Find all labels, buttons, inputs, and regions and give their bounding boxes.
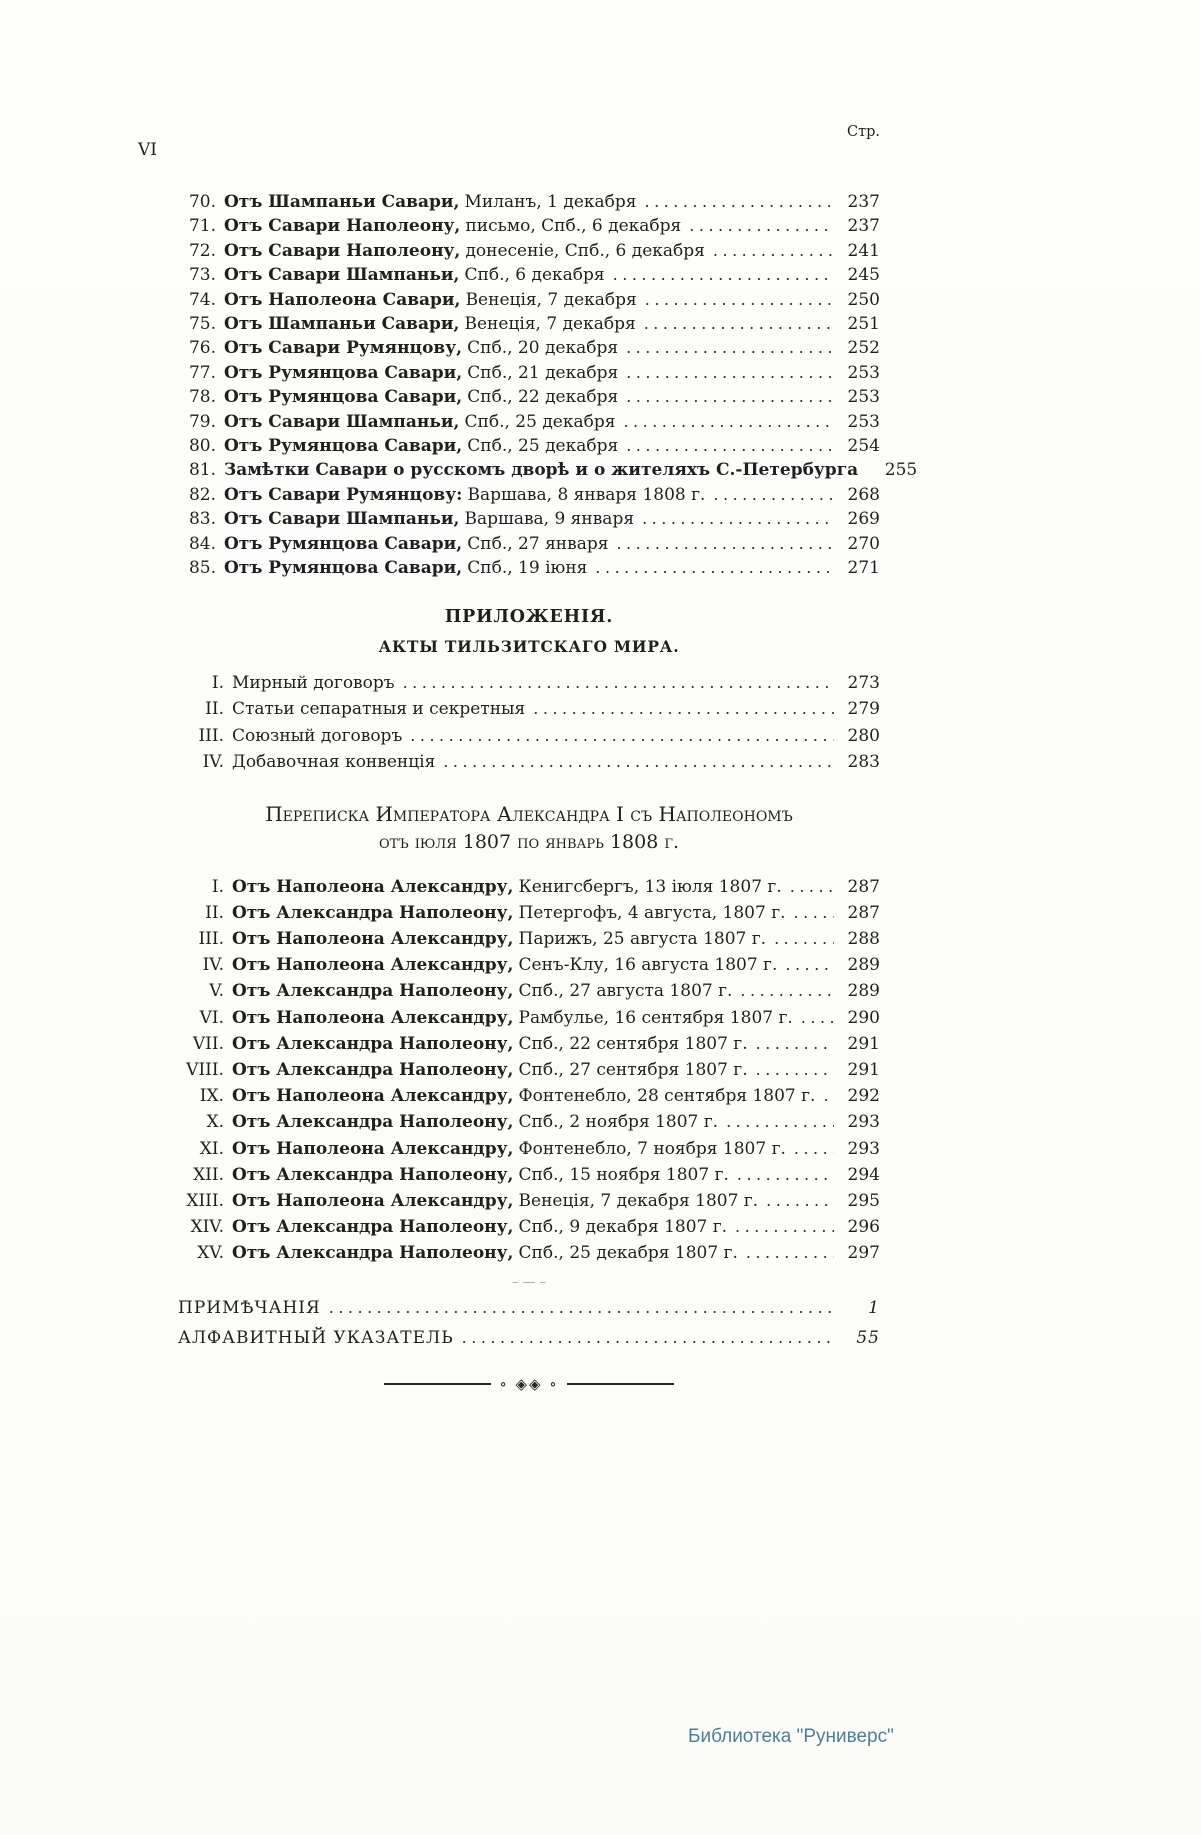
entry-title-rest: Спб., 27 августа 1807 г.	[518, 981, 733, 1002]
entry-title	[232, 1136, 786, 1162]
entry-page-number: 292	[847, 1086, 880, 1107]
toc-entry	[178, 336, 880, 360]
entry-title-rest: Спб., 22 сентября 1807 г.	[518, 1033, 748, 1054]
entry-page-number: 251	[847, 314, 880, 335]
toc-entry	[178, 190, 880, 214]
entry-title	[232, 749, 435, 776]
entry-title	[224, 361, 618, 385]
entry-title-bold: Отъ Румянцова Савари,	[224, 436, 463, 457]
leader-dots	[746, 1240, 834, 1266]
entry-number: 82.	[188, 484, 216, 505]
entry-page-number: 55	[856, 1327, 880, 1348]
entry-number: IV.	[202, 955, 224, 976]
leader-dots	[756, 1031, 834, 1057]
entry-title-bold: Отъ Савари Румянцову,	[224, 338, 463, 359]
entry-title-bold: Отъ Александра Наполеону,	[232, 1059, 514, 1080]
entry-page-number: 289	[847, 981, 880, 1002]
toc-entry	[178, 434, 880, 458]
entry-title	[232, 1031, 748, 1057]
toc-entry	[178, 1109, 880, 1135]
entry-number: II.	[205, 902, 224, 923]
entry-title-rest: Фонтенебло, 28 сентября 1807 г.	[518, 1086, 816, 1107]
entry-title-rest: Спб., 25 декабря	[467, 436, 619, 457]
entry-title-bold: Отъ Савари Шампаньи,	[224, 509, 460, 530]
toc-entry	[178, 263, 880, 287]
entry-page-number: 255	[884, 460, 918, 481]
toc-entry	[178, 361, 880, 385]
toc-entry	[178, 458, 918, 482]
entry-number: 78.	[188, 387, 216, 408]
toc-entry	[178, 1323, 880, 1353]
entry-number: 77.	[188, 362, 216, 383]
entry-title	[232, 1083, 815, 1109]
leader-dots	[443, 749, 834, 776]
entry-title-bold: Отъ Шампаньи Савари,	[224, 314, 460, 335]
entry-title	[178, 1293, 321, 1323]
entry-title-rest: Спб., 27 января	[467, 533, 609, 554]
entry-title-bold: Отъ Наполеона Александру,	[232, 928, 514, 949]
toc-entry	[178, 1240, 880, 1266]
toc-main-list	[178, 190, 918, 581]
entry-title	[232, 696, 525, 723]
table-of-contents	[178, 190, 918, 1393]
entry-title	[232, 926, 766, 952]
entry-page-number: 280	[847, 725, 880, 746]
entry-title-bold: Отъ Румянцова Савари,	[224, 558, 463, 579]
entry-title-bold: Отъ Наполеона Савари,	[224, 289, 461, 310]
entry-number: X.	[206, 1112, 224, 1133]
entry-title	[232, 952, 777, 978]
leader-dots	[801, 1005, 834, 1031]
correspondence-heading-line1: Переписка Императора Александра I съ Наполеономъ	[265, 801, 793, 826]
toc-entry	[178, 532, 880, 556]
leader-dots	[735, 1214, 834, 1240]
entry-title-rest: Спб., 25 декабря	[464, 411, 616, 432]
entry-title-bold: Отъ Шампаньи Савари,	[224, 192, 460, 212]
correspondence-heading-line2: отъ іюля 1807 по январь 1808 г.	[379, 830, 679, 853]
entry-title	[224, 263, 605, 287]
entry-title-bold: Отъ Наполеона Александру,	[232, 1007, 514, 1028]
leader-dots	[644, 312, 834, 336]
entry-title-bold: Отъ Румянцова Савари,	[224, 387, 463, 408]
toc-entry	[178, 1083, 880, 1109]
appendix-subheading: АКТЫ ТИЛЬЗИТСКАГО МИРА.	[378, 636, 680, 656]
entry-page-number: 293	[847, 1138, 880, 1159]
entry-page-number: 296	[847, 1217, 880, 1238]
entry-page-number: 291	[847, 1033, 880, 1054]
entry-number: VII.	[192, 1033, 224, 1054]
entry-number: 70.	[188, 192, 216, 212]
entry-number: IV.	[202, 752, 224, 772]
entry-title	[232, 1005, 793, 1031]
entry-number: 80.	[188, 436, 216, 457]
entry-page-number: 245	[847, 265, 880, 286]
entry-page-number: 287	[847, 876, 880, 897]
toc-entry	[178, 952, 880, 978]
toc-entry	[178, 723, 880, 750]
entry-title	[232, 1188, 758, 1214]
entry-page-number: 253	[847, 387, 880, 408]
entry-title	[224, 507, 634, 531]
entry-title-bold: Отъ Наполеона Александру,	[232, 876, 514, 897]
leader-dots	[644, 190, 834, 214]
entry-title-bold: Отъ Савари Наполеону,	[224, 240, 461, 261]
entry-number: 84.	[188, 533, 216, 554]
toc-entry	[178, 1005, 880, 1031]
entry-page-number: 253	[847, 411, 880, 432]
entry-title	[224, 190, 636, 214]
entry-page-number: 297	[847, 1243, 880, 1264]
entry-title	[232, 1109, 718, 1135]
entry-title-bold: Отъ Наполеона Александру,	[232, 1190, 514, 1211]
toc-entry	[178, 556, 880, 580]
leader-dots	[410, 723, 834, 750]
entry-title-bold: Отъ Александра Наполеону,	[232, 981, 514, 1002]
leader-dots	[626, 385, 834, 409]
entry-title	[232, 1240, 738, 1266]
entry-title	[232, 1214, 727, 1240]
entry-title-rest: Кенигсбергъ, 13 іюля 1807 г.	[518, 876, 782, 897]
entry-title-rest: Спб., 25 декабря 1807 г.	[518, 1243, 738, 1264]
entry-number: XII.	[193, 1164, 224, 1185]
entry-number: V.	[209, 981, 224, 1002]
entry-number: 73.	[188, 265, 216, 286]
leader-dots	[595, 556, 834, 580]
leader-dots	[774, 926, 834, 952]
entry-number: XIV.	[190, 1217, 224, 1238]
entry-page-number: 291	[847, 1059, 880, 1080]
entry-title	[232, 978, 732, 1004]
entry-page-number: 253	[847, 362, 880, 383]
toc-entry	[178, 483, 880, 507]
entry-number: 72.	[188, 240, 216, 261]
toc-entry	[178, 900, 880, 926]
entry-title-rest: Рамбулье, 16 сентября 1807 г.	[518, 1007, 793, 1028]
entry-title-bold: Отъ Наполеона Александру,	[232, 955, 514, 976]
entry-number: IX.	[199, 1086, 224, 1107]
entry-page-number: 288	[847, 928, 880, 949]
toc-entry	[178, 1057, 880, 1083]
entry-title-rest: Варшава, 9 января	[464, 509, 635, 530]
toc-entry	[178, 214, 880, 238]
toc-entry	[178, 696, 880, 723]
leader-dots	[737, 1162, 834, 1188]
leader-dots	[623, 410, 834, 434]
leader-dots	[613, 263, 834, 287]
leader-dots	[626, 361, 834, 385]
entry-page-number: 295	[847, 1190, 880, 1211]
entry-number: 76.	[188, 338, 216, 359]
entry-title-rest: Парижъ, 25 августа 1807 г.	[518, 928, 767, 949]
ornament-line-left	[384, 1383, 491, 1385]
leader-dots	[794, 1136, 834, 1162]
entry-title-rest: Венеція, 7 декабря	[464, 314, 636, 335]
leader-dots	[533, 696, 834, 723]
entry-title-rest: донесеніе, Спб., 6 декабря	[465, 240, 705, 261]
appendix-heading: ПРИЛОЖЕНІЯ.	[444, 606, 614, 627]
entry-number: I.	[211, 672, 224, 693]
leader-dots	[823, 1083, 834, 1109]
page-folio-number: VI	[138, 140, 157, 160]
toc-entry	[178, 1031, 880, 1057]
entry-number: 71.	[188, 216, 216, 237]
entry-title-rest: Мирный договоръ	[232, 672, 395, 693]
page-column-header: Стр.	[846, 124, 880, 140]
entry-title-bold: Отъ Наполеона Александру,	[232, 1138, 514, 1159]
leader-dots	[713, 239, 834, 263]
entry-title	[178, 1323, 454, 1353]
leader-dots	[616, 532, 834, 556]
entry-page-number: 279	[847, 699, 880, 719]
entry-title-bold: Отъ Румянцова Савари,	[224, 362, 463, 383]
entry-page-number: 237	[847, 216, 880, 237]
leader-dots	[689, 214, 834, 238]
leader-dots	[329, 1293, 834, 1323]
entry-title-rest: Спб., 20 декабря	[467, 338, 619, 359]
entry-title	[224, 556, 587, 580]
entry-title	[232, 1162, 729, 1188]
entry-title	[224, 336, 618, 360]
entry-number: XV.	[197, 1243, 224, 1264]
leader-dots	[642, 507, 834, 531]
entry-title-bold: Отъ Наполеона Александру,	[232, 1086, 514, 1107]
entry-title-rest: Спб., 15 ноября 1807 г.	[518, 1164, 729, 1185]
entry-number: 74.	[188, 289, 216, 310]
entry-page-number: 290	[847, 1007, 880, 1028]
entry-page-number: 237	[847, 192, 880, 212]
entry-title-rest: Спб., 9 декабря 1807 г.	[518, 1217, 728, 1238]
toc-entry	[178, 670, 880, 697]
entry-title-bold: Отъ Савари Румянцову:	[224, 484, 463, 505]
toc-entry	[178, 926, 880, 952]
entry-page-number: 294	[847, 1164, 880, 1185]
entry-title-bold: Отъ Александра Наполеону,	[232, 902, 514, 923]
leader-dots	[626, 434, 834, 458]
entry-title-bold: Отъ Александра Наполеону,	[232, 1243, 514, 1264]
toc-footer-list	[178, 1293, 880, 1353]
entry-title	[224, 385, 618, 409]
entry-page-number: 241	[847, 240, 880, 261]
leader-dots	[645, 288, 834, 312]
leader-dots	[713, 483, 834, 507]
library-watermark: Библиотека "Руниверс"	[688, 1726, 894, 1747]
leader-dots	[403, 670, 834, 697]
entry-number: VIII.	[186, 1059, 224, 1080]
entry-title	[224, 483, 705, 507]
entry-title	[232, 874, 782, 900]
entry-page-number: 268	[847, 484, 880, 505]
entry-number: I.	[211, 876, 224, 897]
entry-title	[232, 723, 402, 750]
toc-entry	[178, 410, 880, 434]
entry-page-number: 252	[847, 338, 880, 359]
entry-number: III.	[198, 725, 224, 746]
entry-title-bold: Отъ Савари Шампаньи,	[224, 265, 460, 286]
entry-title-rest: Спб., 6 декабря	[464, 265, 605, 286]
entry-page-number: 1	[868, 1297, 880, 1318]
entry-title	[224, 532, 608, 556]
entry-number: XIII.	[186, 1190, 224, 1211]
entry-title-bold: Отъ Александра Наполеону,	[232, 1164, 514, 1185]
leader-dots	[766, 1188, 834, 1214]
entry-title-rest: Фонтенебло, 7 ноября 1807 г.	[518, 1138, 786, 1159]
entry-title	[224, 458, 863, 482]
entry-title-bold: Отъ Александра Наполеону,	[232, 1112, 514, 1133]
entry-title-bold: Отъ Савари Шампаньи,	[224, 411, 460, 432]
entry-page-number: 289	[847, 955, 880, 976]
entry-title	[224, 239, 705, 263]
entry-title	[224, 214, 681, 238]
toc-entry	[178, 874, 880, 900]
toc-entry	[178, 1214, 880, 1240]
entry-title-rest: Спб., 22 декабря	[467, 387, 619, 408]
leader-dots	[726, 1109, 834, 1135]
entry-page-number: 270	[847, 533, 880, 554]
entry-title	[232, 670, 395, 697]
correspondence-heading	[178, 800, 880, 856]
toc-correspondence-list	[178, 874, 880, 1267]
entry-title-rest: Спб., 19 іюня	[467, 558, 588, 579]
toc-entry	[178, 385, 880, 409]
entry-number: 81.	[188, 460, 216, 481]
entry-number: XI.	[199, 1138, 224, 1159]
leader-dots	[626, 336, 834, 360]
ornament-line-right	[567, 1383, 674, 1385]
divider-ornament	[384, 1375, 674, 1393]
faint-separator-marks: – — –	[511, 1274, 547, 1290]
entry-number: 75.	[188, 314, 216, 335]
toc-entry	[178, 1188, 880, 1214]
entry-title-rest: ПРИМѢЧАНІЯ	[178, 1297, 321, 1318]
toc-entry	[178, 1136, 880, 1162]
toc-entry	[178, 1162, 880, 1188]
entry-page-number: 293	[847, 1112, 880, 1133]
leader-dots	[790, 874, 834, 900]
entry-number: II.	[205, 699, 224, 719]
toc-appendix-list	[178, 670, 880, 776]
entry-title-rest: Союзный договоръ	[232, 725, 403, 746]
entry-number: 79.	[188, 411, 216, 432]
entry-page-number: 271	[847, 558, 880, 579]
entry-number: III.	[198, 928, 224, 949]
entry-title-rest: Спб., 27 сентября 1807 г.	[518, 1059, 748, 1080]
leader-dots	[740, 978, 834, 1004]
entry-title-rest: АЛФАВИТНЫЙ УКАЗАТЕЛЬ	[178, 1327, 454, 1348]
entry-title-rest: письмо, Спб., 6 декабря	[465, 216, 682, 237]
entry-number: VI.	[199, 1007, 224, 1028]
entry-title	[224, 434, 618, 458]
toc-entry	[178, 1293, 880, 1323]
entry-title	[224, 312, 636, 336]
leader-dots	[462, 1323, 834, 1353]
entry-title-bold: Отъ Александра Наполеону,	[232, 1217, 514, 1238]
entry-title-rest: Добавочная конвенція	[232, 752, 436, 772]
leader-dots	[785, 952, 834, 978]
entry-page-number: 273	[847, 672, 880, 693]
leader-dots	[756, 1057, 834, 1083]
toc-entry	[178, 288, 880, 312]
entry-page-number: 254	[847, 436, 880, 457]
entry-page-number: 269	[847, 509, 880, 530]
entry-title-bold: Отъ Румянцова Савари,	[224, 533, 463, 554]
entry-title	[232, 1057, 748, 1083]
toc-entry	[178, 239, 880, 263]
entry-title-rest: Венеція, 7 декабря	[465, 289, 637, 310]
toc-entry	[178, 312, 880, 336]
entry-title-bold: Отъ Савари Наполеону,	[224, 216, 461, 237]
entry-page-number: 250	[847, 289, 880, 310]
entry-title	[232, 900, 786, 926]
entry-number: 85.	[188, 558, 216, 579]
entry-title-rest: Венеція, 7 декабря 1807 г.	[518, 1190, 759, 1211]
entry-page-number: 287	[847, 902, 880, 923]
entry-title-rest: Статьи сепаратныя и секретныя	[232, 699, 526, 719]
toc-entry	[178, 507, 880, 531]
entry-title	[224, 410, 615, 434]
toc-entry	[178, 749, 880, 776]
entry-title-rest: Петергофъ, 4 августа, 1807 г.	[518, 902, 786, 923]
ornament-center-icon: ∘ ◈◈ ∘	[499, 1374, 559, 1393]
entry-title-rest: Миланъ, 1 декабря	[464, 192, 637, 212]
entry-title-rest: Сенъ-Клу, 16 августа 1807 г.	[518, 955, 778, 976]
entry-title-rest: Варшава, 8 января 1808 г.	[467, 484, 706, 505]
entry-title-bold: Отъ Александра Наполеону,	[232, 1033, 514, 1054]
entry-title	[224, 288, 637, 312]
entry-page-number: 283	[847, 752, 880, 772]
entry-title-rest: Спб., 2 ноября 1807 г.	[518, 1112, 719, 1133]
entry-number: 83.	[188, 509, 216, 530]
entry-title-rest: Спб., 21 декабря	[467, 362, 619, 383]
leader-dots	[794, 900, 834, 926]
toc-entry	[178, 978, 880, 1004]
entry-title-bold: Замѣтки Савари о русскомъ дворѣ и о жителяхъ С.-Петербурга	[224, 460, 859, 481]
